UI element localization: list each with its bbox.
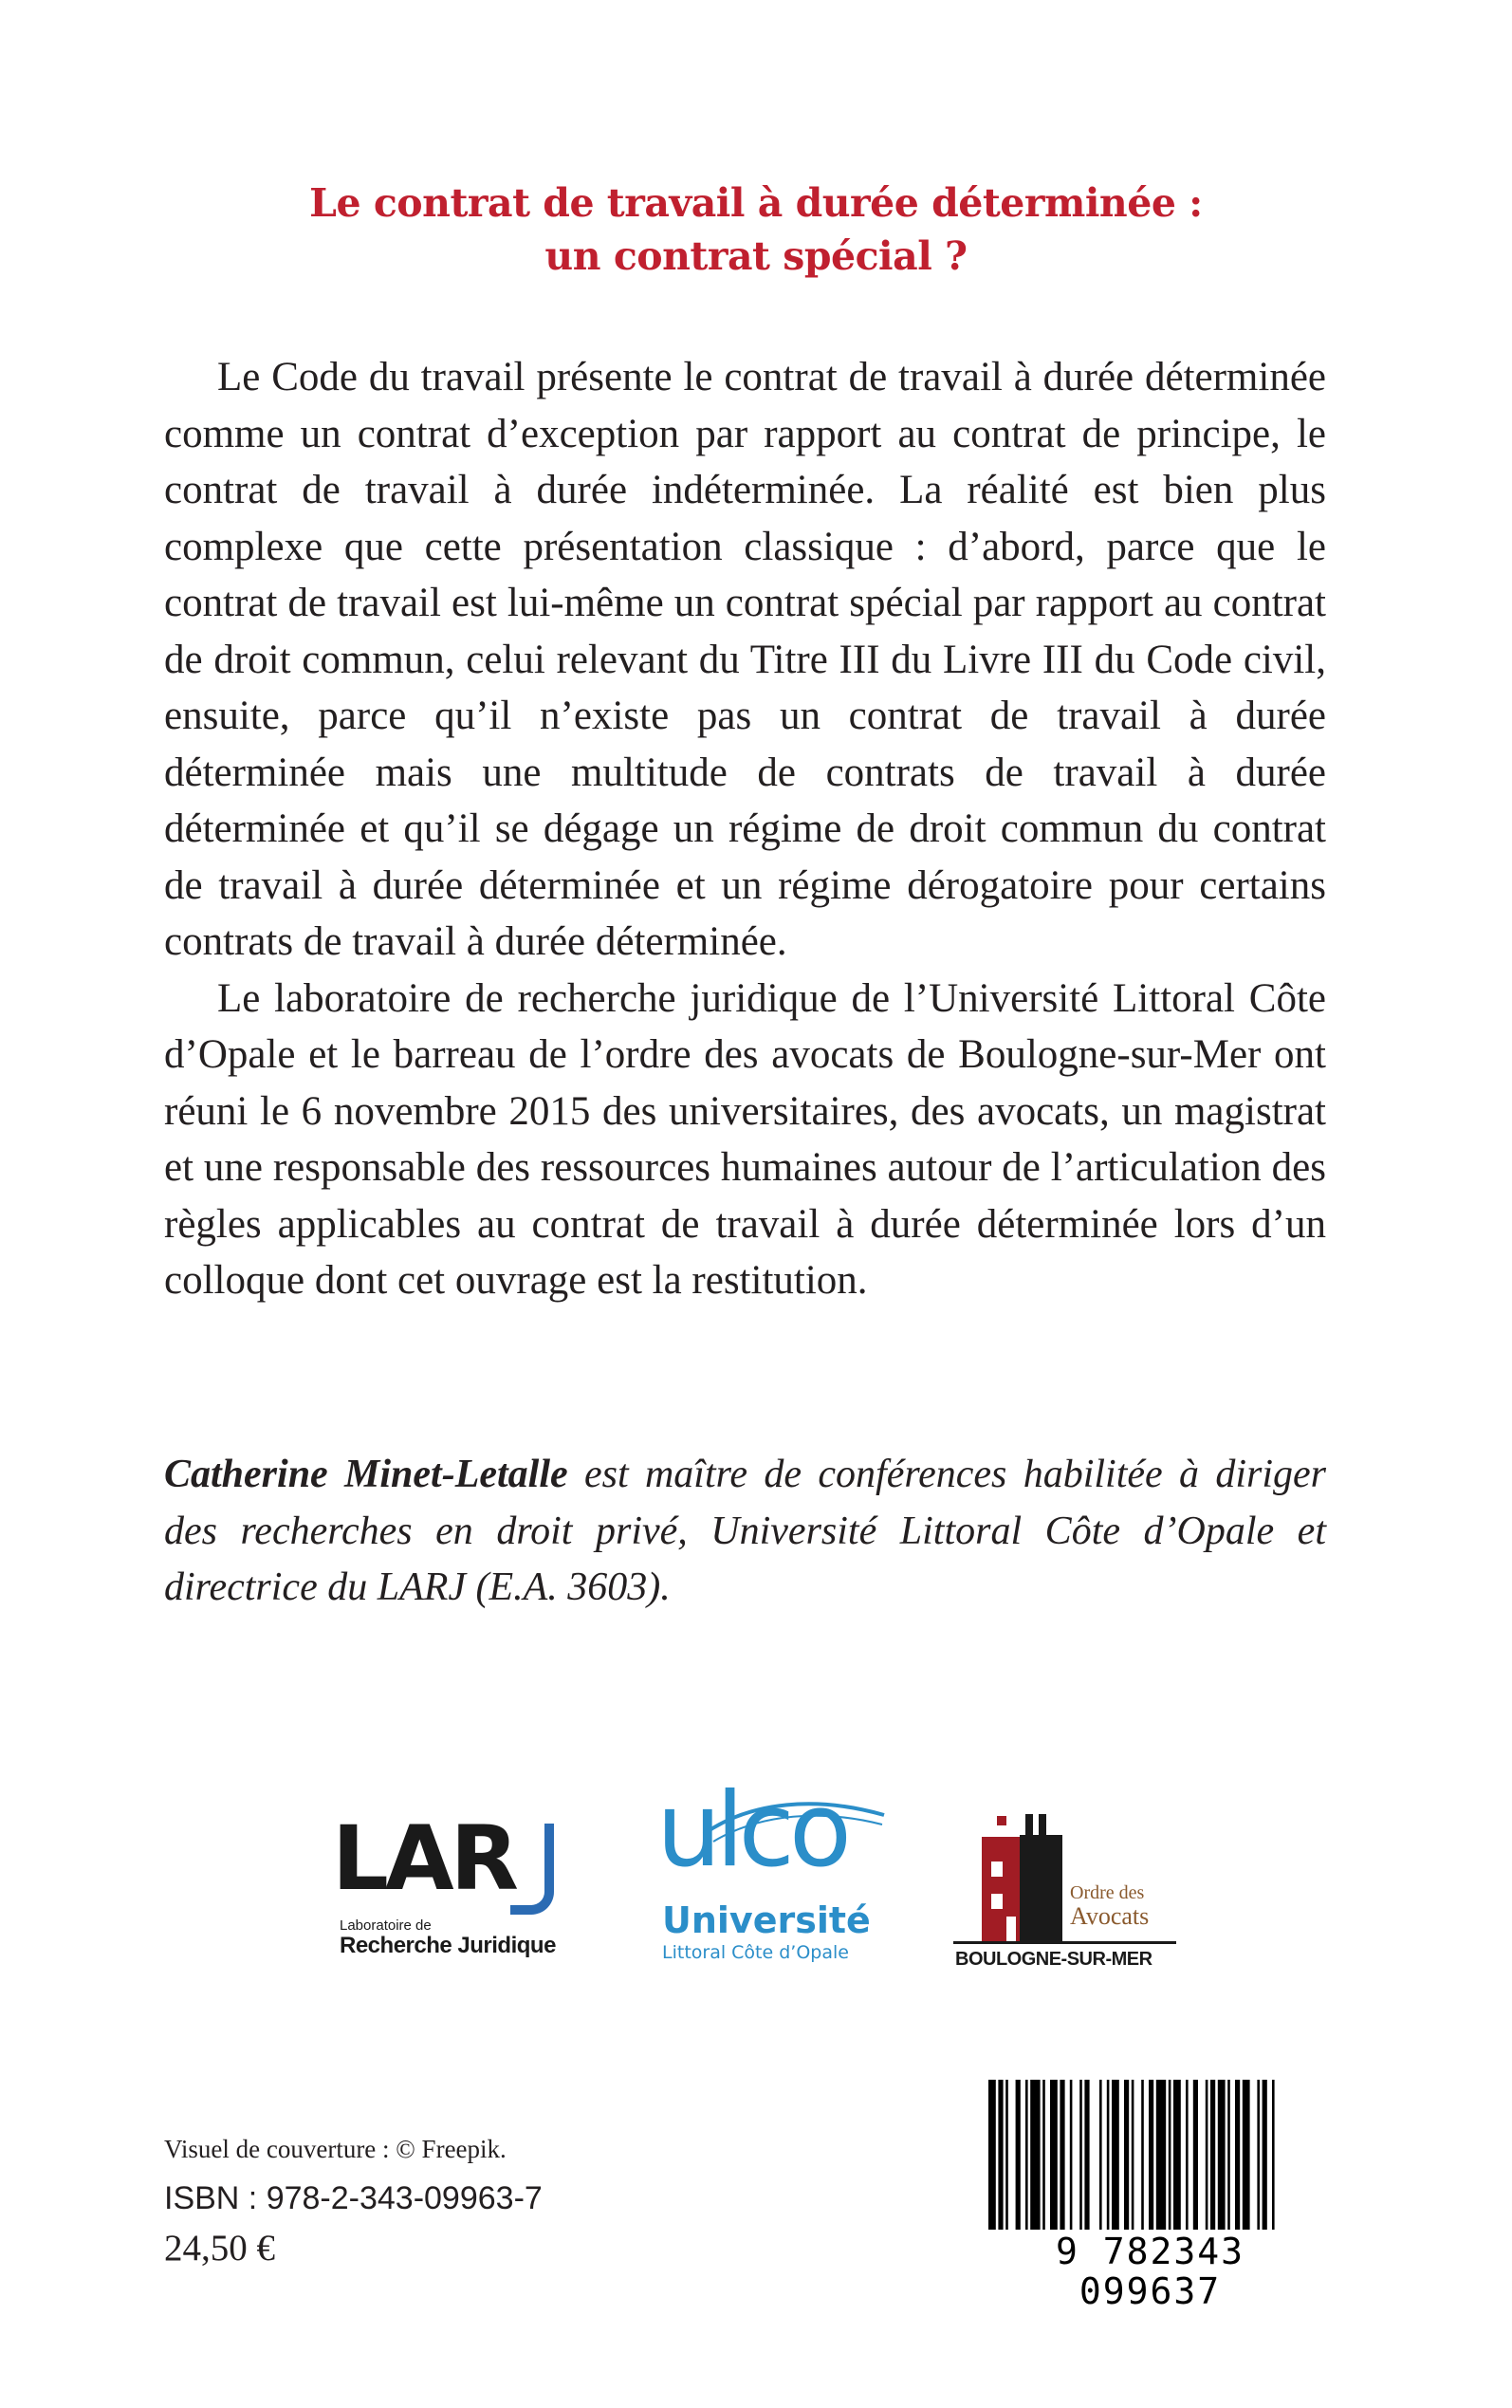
barcode-bar	[1263, 2080, 1267, 2230]
barcode-bar	[1272, 2080, 1275, 2230]
barcode-bar	[1169, 2080, 1171, 2230]
author-bio-text: est maître de conférences habilitée à diriger des recherches en droit privé, Université Littoral Côte d’Opale et directrice du LARJ (E.A. 3603).	[164, 1453, 1327, 1609]
ulco-logo-subtitle: Littoral Côte d’Opale	[662, 1942, 849, 1963]
price: 24,50 €	[164, 2228, 275, 2269]
avocats-logo	[953, 1803, 1181, 1973]
barcode-bar	[1042, 2080, 1045, 2230]
barcode-bars-icon	[985, 2080, 1317, 2232]
avocats-building-icon	[982, 1803, 1062, 1941]
avocats-logo-city: BOULOGNE-SUR-MER	[955, 1949, 1152, 1970]
larj-j-mark-icon	[510, 1824, 554, 1915]
larj-logo-subtitle-2: Recherche Juridique	[340, 1933, 556, 1958]
barcode-bar	[1132, 2080, 1134, 2230]
barcode-bar	[1257, 2080, 1260, 2230]
barcode-bar	[998, 2080, 1003, 2230]
barcode-bar	[988, 2080, 996, 2230]
ulco-logo-word: ulco	[656, 1771, 846, 1890]
barcode-bar	[1030, 2080, 1040, 2230]
barcode-bar	[1084, 2080, 1089, 2230]
isbn: ISBN : 978-2-343-09963-7	[164, 2180, 543, 2216]
ulco-swoosh-icon	[694, 1796, 894, 1853]
barcode-bar	[1227, 2080, 1230, 2230]
barcode-bar	[1050, 2080, 1058, 2230]
cover-credit: Visuel de couverture : © Freepik.	[164, 2135, 507, 2163]
author-bio	[164, 1447, 1326, 1617]
summary-text	[164, 349, 1326, 1309]
barcode-bar	[1210, 2080, 1215, 2230]
barcode-number: 9 782343 099637	[1055, 2231, 1245, 2312]
barcode-bar	[1218, 2080, 1226, 2230]
avocats-logo-name: Avocats	[1070, 1902, 1150, 1930]
barcode-bar	[1235, 2080, 1240, 2230]
barcode-bar	[1079, 2080, 1082, 2230]
summary-paragraph-1: Le Code du travail présente le contrat de travail à durée déterminée comme un contrat d’exception par rapport au contrat de principe, le contrat de travail à durée indéterminée. La réalité est bien plus complexe que cette présentation classique : d’abord, parce que le contrat de travail est lui-même un contrat spécial par rapport au contrat de droit commun, celui relevant du Titre III du Livre III du Code civil, ensuite, parce qu’il n’existe pas un contrat de travail à durée déterminée mais une multitude de contrats de travail à durée déterminée et qu’il se dégage un régime de droit commun du contrat de travail à durée déterminée et un régime dérogatoire pour certains contrats de travail à durée déterminée.	[164, 355, 1326, 964]
ulco-logo	[656, 1771, 903, 1978]
barcode-bar	[1156, 2080, 1166, 2230]
barcode-bar	[1173, 2080, 1181, 2230]
barcode-bar	[1070, 2080, 1073, 2230]
avocats-logo-divider	[953, 1941, 1176, 1944]
barcode	[977, 2080, 1323, 2312]
barcode-bar	[1141, 2080, 1144, 2230]
title-line-1: Le contrat de travail à durée déterminée :	[309, 180, 1203, 226]
barcode-bar	[1206, 2080, 1208, 2230]
barcode-bar	[1193, 2080, 1198, 2230]
barcode-bar	[1005, 2080, 1008, 2230]
barcode-bar	[1112, 2080, 1119, 2230]
avocats-logo-ordre: Ordre des	[1070, 1882, 1145, 1903]
book-title	[0, 176, 1512, 283]
author-name: Catherine Minet-Letalle	[164, 1453, 568, 1496]
title-line-2: un contrat spécial ?	[544, 233, 968, 279]
barcode-bar	[1124, 2080, 1129, 2230]
barcode-bar	[1149, 2080, 1153, 2230]
larj-logo	[332, 1807, 583, 1958]
barcode-bar	[1060, 2080, 1064, 2230]
summary-paragraph-2: Le laboratoire de recherche juridique de l’Université Littoral Côte d’Opale et le barreau de l’ordre des avocats de Boulogne-sur-Mer ont réuni le 6 novembre 2015 des universitaires, des avocats, un magistrat et une responsable des ressources humaines autour de l’articulation des règles applicables au contrat de travail à durée déterminée lors d’un colloque dont cet ouvrage est la restitution.	[164, 975, 1326, 1303]
larj-logo-subtitle-1: Laboratoire de	[340, 1917, 432, 1934]
ulco-logo-university: Université	[662, 1899, 871, 1941]
barcode-bar	[1099, 2080, 1102, 2230]
partner-logos	[0, 1765, 1512, 1992]
barcode-bar	[1107, 2080, 1110, 2230]
barcode-bar	[1025, 2080, 1028, 2230]
barcode-bar	[1186, 2080, 1189, 2230]
larj-logo-word: LAR	[332, 1807, 516, 1911]
barcode-bar	[1016, 2080, 1021, 2230]
barcode-bar	[1243, 2080, 1250, 2230]
